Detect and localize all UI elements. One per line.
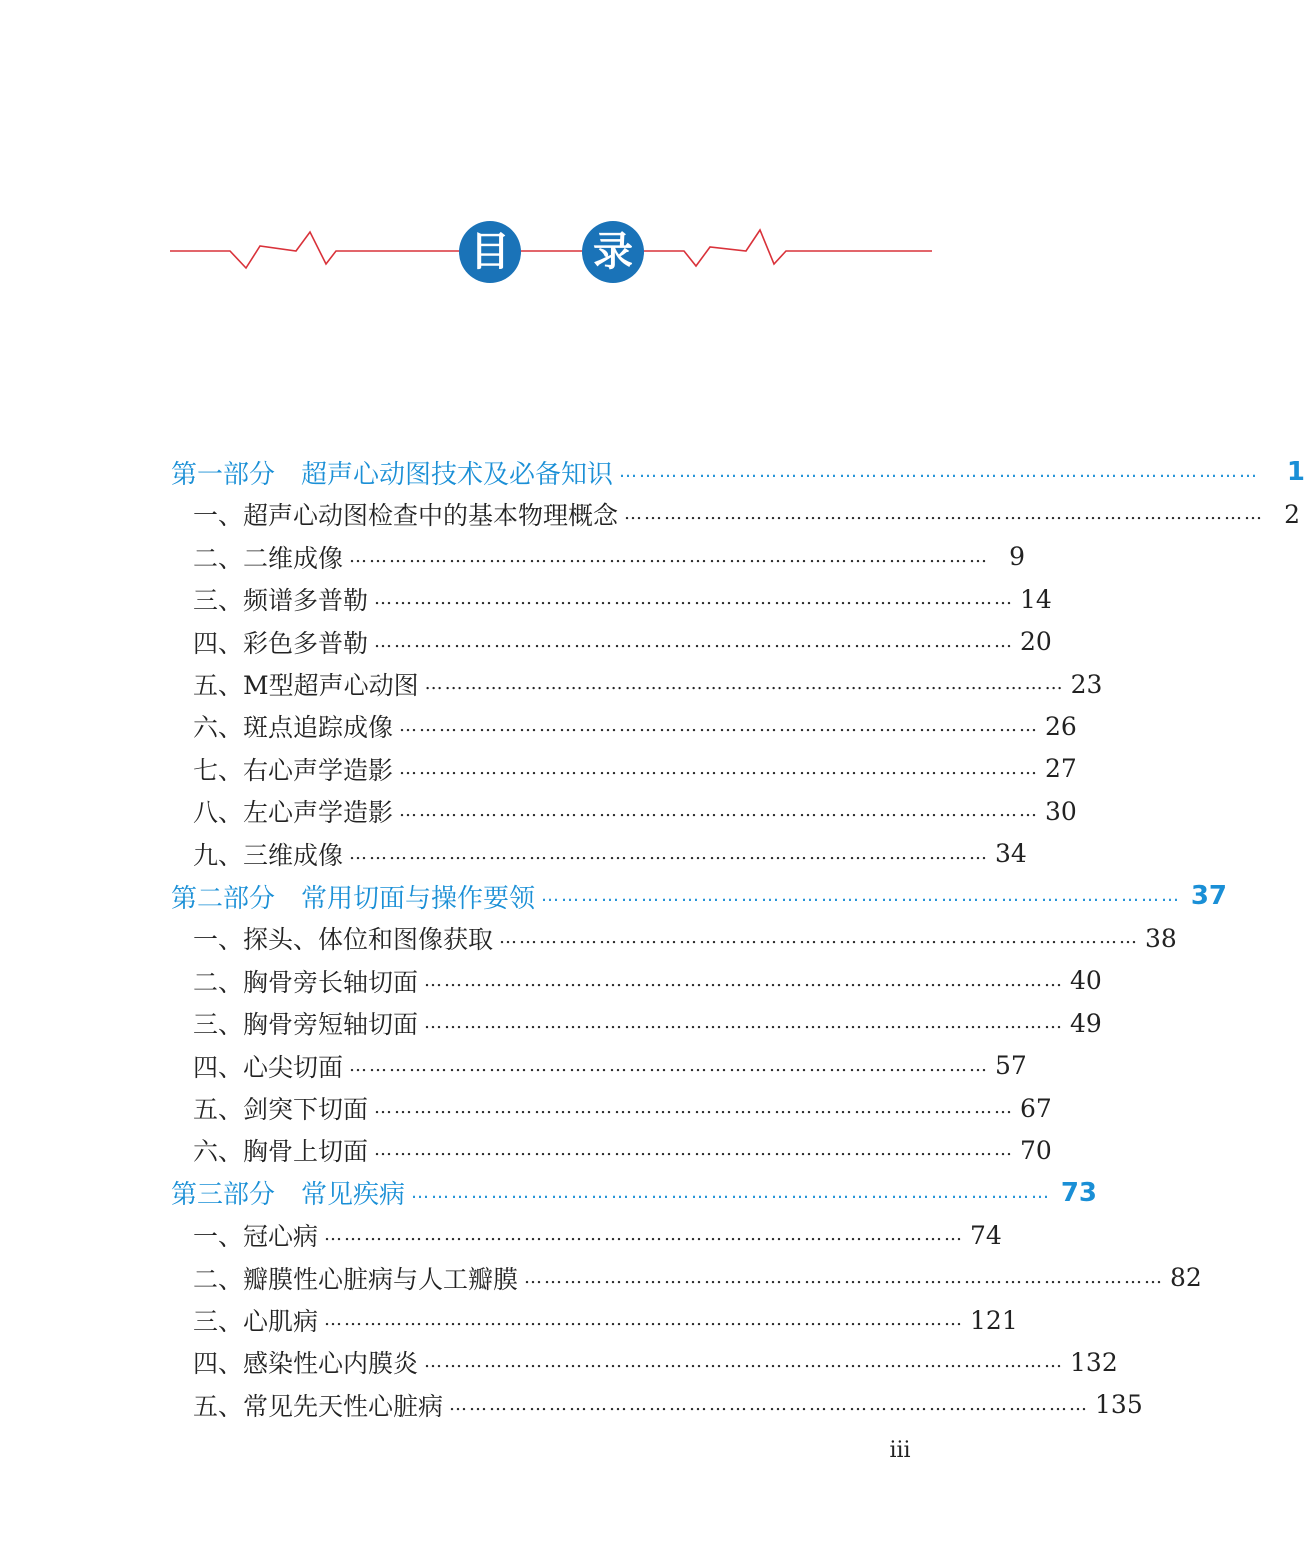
toc-entry-page: 2 xyxy=(1284,499,1301,529)
toc-leader-dots: …………………………………………………………………………………… xyxy=(399,757,1040,779)
title-char-2: 录 xyxy=(593,229,633,275)
toc-entry-page: 26 xyxy=(1045,711,1077,741)
toc-entry[interactable] xyxy=(193,664,1103,704)
toc-header xyxy=(0,0,1080,320)
toc-entry-page: 27 xyxy=(1045,754,1077,784)
toc-entry-page: 57 xyxy=(995,1051,1027,1081)
toc-leader-dots: …………………………………………………………………………………… xyxy=(411,1181,1052,1203)
toc-leader-dots: …………………………………………………………………………………… xyxy=(324,1224,965,1246)
toc-entry-title: 二、瓣膜性心脏病与人工瓣膜 xyxy=(193,1264,519,1294)
toc-entry-title: 五、剑突下切面 xyxy=(193,1095,369,1124)
toc-entry-title: 六、胸骨上切面 xyxy=(193,1137,369,1167)
toc-leader-dots: …………………………………………………………………………………… xyxy=(349,842,990,864)
toc-leader-dots: …………………………………………………………………………………… xyxy=(449,1393,1090,1415)
toc-entry-title: 四、彩色多普勒 xyxy=(193,628,369,658)
toc-leader-dots: …………………………………………………………………………………… xyxy=(399,715,1040,737)
toc-leader-dots: …………………………………………………………………………………… xyxy=(374,1139,1015,1161)
toc-entry-title: 二、二维成像 xyxy=(193,543,344,573)
toc-entry[interactable] xyxy=(193,1258,1202,1298)
toc-entry[interactable] xyxy=(193,1088,1052,1128)
toc-entry-page: 38 xyxy=(1145,923,1177,953)
toc-entry-title: 二、胸骨旁长轴切面 xyxy=(193,967,419,997)
toc-entry[interactable] xyxy=(193,706,1077,746)
toc-entry-page: 14 xyxy=(1020,584,1052,614)
toc-entry[interactable] xyxy=(193,791,1077,831)
toc-entry-title: 九、三维成像 xyxy=(193,840,344,870)
toc-entry[interactable] xyxy=(193,1300,1018,1340)
toc-entry-title: 一、超声心动图检查中的基本物理概念 xyxy=(193,501,619,531)
toc-entry[interactable] xyxy=(193,1342,1118,1382)
toc-entry-page: 82 xyxy=(1170,1263,1202,1293)
toc-entry[interactable] xyxy=(193,579,1052,619)
toc-leader-dots: …………………………………………………………………………………… xyxy=(324,1309,965,1330)
toc-entry-page: 9 xyxy=(1009,542,1026,572)
toc-entry-page: 34 xyxy=(995,839,1027,869)
toc-entry[interactable] xyxy=(193,918,1177,958)
toc-entry[interactable] xyxy=(193,1003,1102,1043)
toc-entry-page: 40 xyxy=(1070,966,1102,996)
ecg-line-left xyxy=(170,232,460,268)
toc-entry-title: 第一部分 超声心动图技术及必备知识 xyxy=(171,459,614,490)
toc-entry-page: 74 xyxy=(970,1220,1002,1250)
toc-entry-page: 70 xyxy=(1020,1135,1052,1165)
toc-entry[interactable] xyxy=(193,749,1077,789)
toc-entry-title: 一、冠心病 xyxy=(193,1222,319,1252)
toc-entry[interactable] xyxy=(193,834,1027,874)
toc-entry-title: 七、右心声学造影 xyxy=(193,755,394,785)
toc-entry-title: 四、感染性心内膜炎 xyxy=(193,1349,419,1379)
toc-entry-title: 五、常见先天性心脏病 xyxy=(193,1391,444,1421)
toc-entry-page: 121 xyxy=(970,1305,1018,1335)
toc-leader-dots: …………………………………………………………………………………… xyxy=(349,1054,990,1076)
toc-entry-title: 三、频谱多普勒 xyxy=(193,586,369,616)
toc-entry[interactable] xyxy=(193,961,1102,1001)
toc-leader-dots: …………………………………………………………………………………… xyxy=(424,1351,1065,1373)
ecg-decoration xyxy=(0,0,1080,320)
toc-leader-dots: …………………………………………………………………………………… xyxy=(424,1012,1065,1034)
toc-entry-page: 132 xyxy=(1070,1347,1118,1377)
toc-entry[interactable] xyxy=(193,1385,1143,1425)
toc-entry-page: 73 xyxy=(1060,1177,1098,1208)
toc-leader-dots: …………………………………………………………………………………… xyxy=(499,927,1140,949)
toc-entry[interactable] xyxy=(193,1046,1027,1086)
toc-entry[interactable] xyxy=(193,494,1301,534)
toc-entry[interactable] xyxy=(193,1130,1052,1170)
toc-entry-title: 第二部分 常用切面与操作要领 xyxy=(171,883,536,914)
toc-leader-dots: …………………………………………………………………………………… xyxy=(424,969,1065,991)
toc-entry-page: 135 xyxy=(1095,1390,1143,1420)
toc-leader-dots: …………………………………………………………………………………… xyxy=(624,503,1265,525)
toc-entry-page: 20 xyxy=(1020,627,1052,657)
toc-entry-page: 1 xyxy=(1286,457,1305,487)
toc-entry[interactable] xyxy=(193,537,1026,577)
toc-entry-page: 37 xyxy=(1190,881,1228,911)
toc-entry-title: 三、心肌病 xyxy=(193,1307,319,1336)
toc-entry-title: 八、左心声学造影 xyxy=(193,798,394,828)
page-number: iii xyxy=(889,1438,911,1463)
toc-entry-title: 三、胸骨旁短轴切面 xyxy=(193,1010,419,1040)
ecg-line-right xyxy=(642,230,932,266)
toc-entry-title: 四、心尖切面 xyxy=(193,1052,344,1082)
toc-entry-title: 第三部分 常见疾病 xyxy=(171,1180,406,1211)
toc-entry-title: 一、探头、体位和图像获取 xyxy=(193,925,494,955)
toc-leader-dots: …………………………………………………………………………………… xyxy=(619,461,1260,482)
toc-entry[interactable] xyxy=(193,1215,1002,1255)
toc-entry[interactable] xyxy=(193,622,1052,662)
toc-leader-dots: …………………………………………………………………………………… xyxy=(374,630,1015,652)
toc-part-entry[interactable] xyxy=(171,1173,1098,1213)
toc-part-entry[interactable] xyxy=(171,452,1305,492)
toc-entry-page: 67 xyxy=(1020,1093,1052,1123)
toc-entry-page: 30 xyxy=(1045,796,1077,826)
toc-entry-title: 五、M型超声心动图 xyxy=(193,671,419,700)
toc-leader-dots: …………………………………………………………………………………… xyxy=(424,673,1065,694)
toc-leader-dots: …………………………………………………………………………………… xyxy=(374,1097,1015,1118)
toc-entry-title: 六、斑点追踪成像 xyxy=(193,713,394,743)
toc-leader-dots: …………………………………………………………………………………… xyxy=(399,800,1040,822)
title-char-1: 目 xyxy=(470,229,510,275)
toc-leader-dots: …………………………………………………………………………………… xyxy=(349,545,990,567)
toc-leader-dots: …………………………………………………………………………………… xyxy=(374,588,1015,610)
toc-entry-page: 49 xyxy=(1070,1008,1102,1038)
toc-leader-dots: …………………………………………………………………………………… xyxy=(541,885,1182,906)
toc-part-entry[interactable] xyxy=(171,876,1228,916)
toc-leader-dots: …………………………………………………………………………………… xyxy=(524,1266,1165,1288)
toc-entry-page: 23 xyxy=(1070,669,1103,699)
